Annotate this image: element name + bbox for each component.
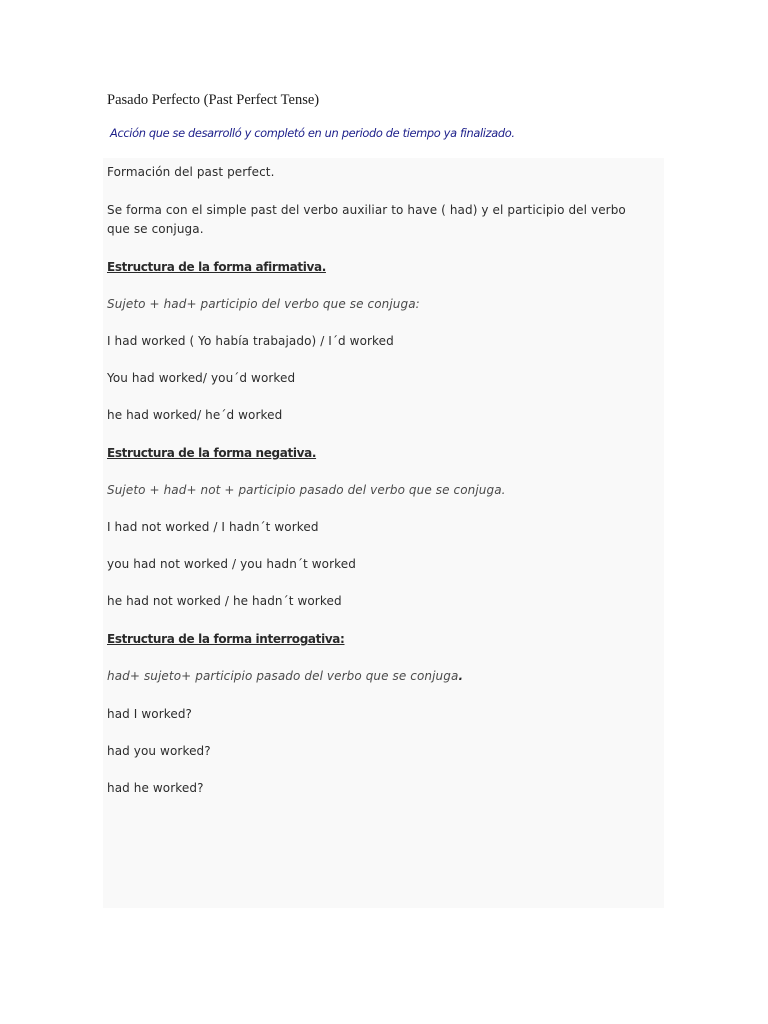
affirmative-example: You had worked/ you´d worked bbox=[107, 371, 296, 385]
affirmative-example: he had worked/ he´d worked bbox=[107, 408, 283, 422]
formation-text: Se forma con el simple past del verbo auxiliar to have ( had) y el participio del verbo que se conjuga. bbox=[107, 203, 626, 236]
formation-heading: Formación del past perfect. bbox=[107, 165, 275, 179]
negative-example: he had not worked / he hadn´t worked bbox=[107, 594, 342, 608]
interrogative-formula bbox=[107, 669, 463, 683]
negative-example: you had not worked / you hadn´t worked bbox=[107, 557, 356, 571]
negative-example: I had not worked / I hadn´t worked bbox=[107, 520, 319, 534]
negative-formula: Sujeto + had+ not + participio pasado del verbo que se conjuga. bbox=[107, 483, 506, 497]
interrogative-example: had he worked? bbox=[107, 781, 204, 795]
affirmative-example: I had worked ( Yo había trabajado) / I´d worked bbox=[107, 334, 394, 348]
negative-heading: Estructura de la forma negativa. bbox=[107, 446, 317, 460]
interrogative-example: had I worked? bbox=[107, 707, 193, 721]
interrogative-formula-period: . bbox=[458, 669, 464, 683]
document-subtitle: Acción que se desarrolló y completó en un periodo de tiempo ya finalizado. bbox=[110, 126, 515, 140]
interrogative-formula-text: had+ sujeto+ participio pasado del verbo que se conjuga bbox=[107, 669, 459, 683]
affirmative-heading: Estructura de la forma afirmativa. bbox=[107, 260, 326, 274]
affirmative-formula: Sujeto + had+ participio del verbo que se conjuga: bbox=[107, 297, 420, 311]
document-title: Pasado Perfecto (Past Perfect Tense) bbox=[107, 92, 320, 108]
interrogative-example: had you worked? bbox=[107, 744, 211, 758]
interrogative-heading: Estructura de la forma interrogativa: bbox=[107, 632, 345, 646]
